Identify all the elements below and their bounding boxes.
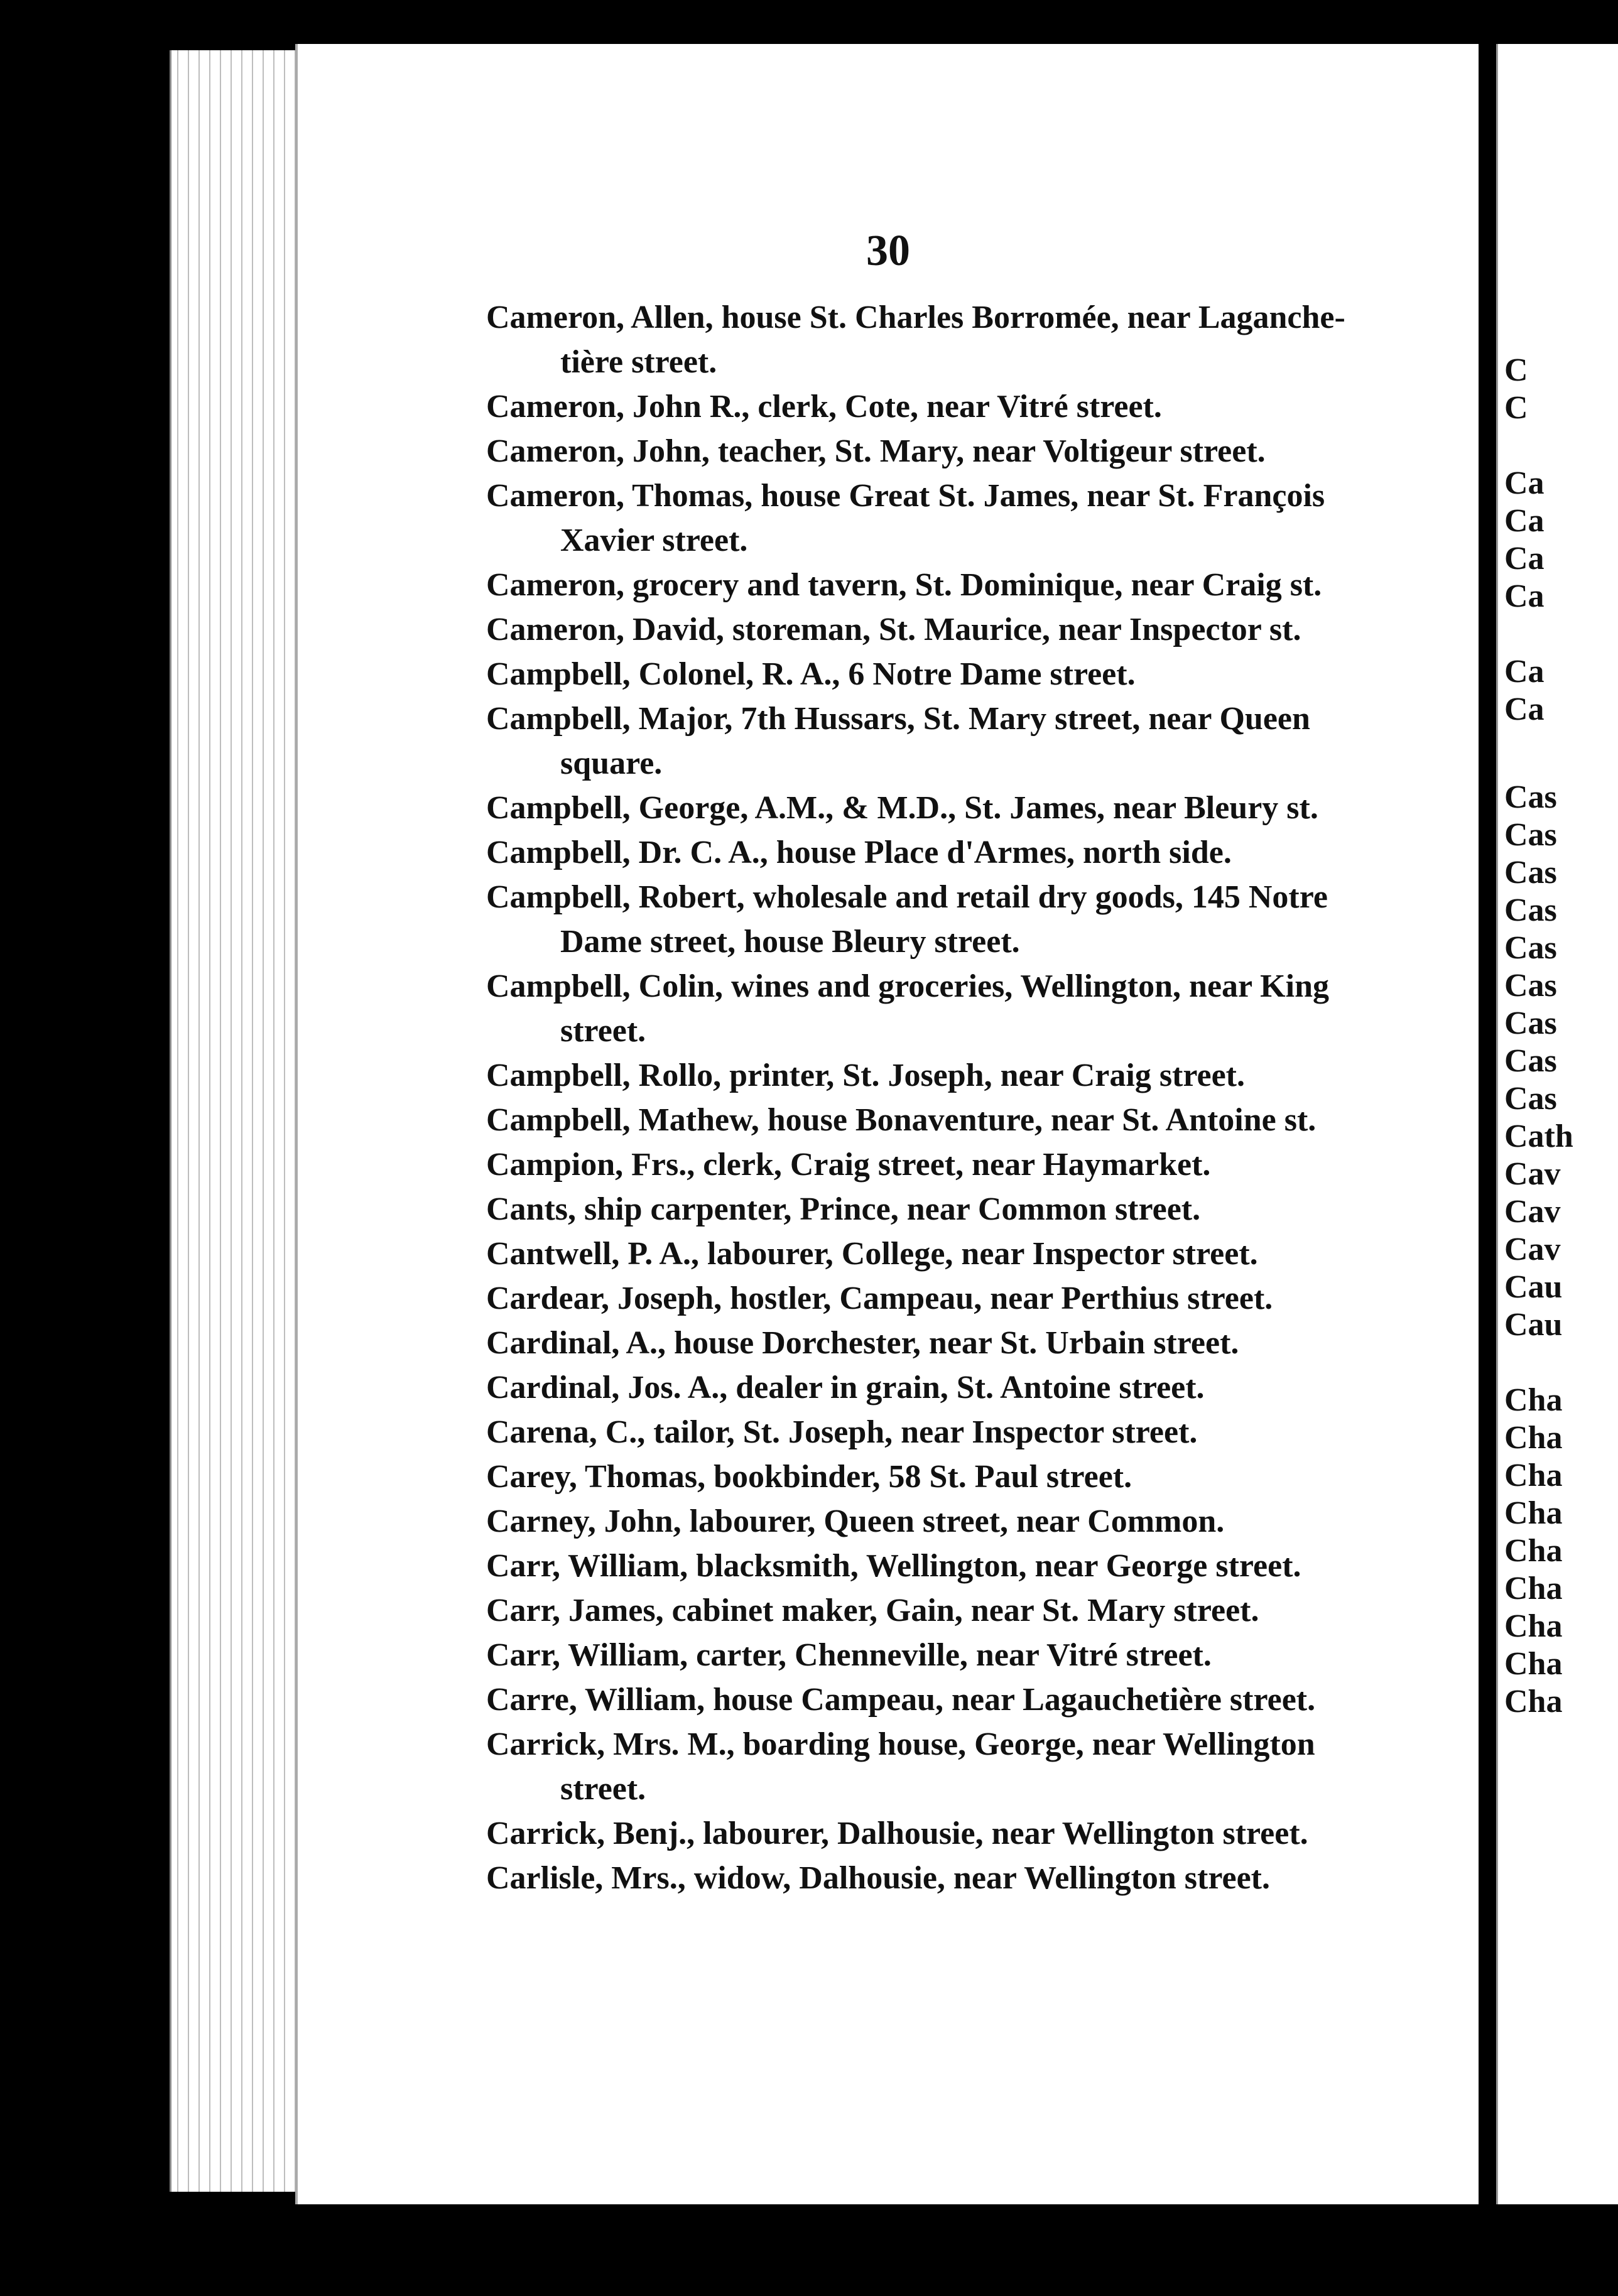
entry-line: Carrick, Benj., labourer, Dalhousie, near Wellington street.	[486, 1816, 1308, 1851]
directory-entry	[486, 1811, 1453, 1856]
directory-entry	[486, 1677, 1453, 1722]
facing-page-line: Cav	[1504, 1232, 1561, 1267]
directory-entry	[486, 696, 1453, 786]
entry-line: Campbell, Dr. C. A., house Place d'Armes, north side.	[486, 835, 1232, 870]
entry-line: Cameron, David, storeman, St. Maurice, near Inspector st.	[486, 612, 1301, 647]
directory-entry	[486, 607, 1453, 652]
entry-line: Campbell, Rollo, printer, St. Joseph, near Craig street.	[486, 1058, 1245, 1093]
directory-entry	[486, 1321, 1453, 1365]
facing-page-line: Cav	[1504, 1156, 1561, 1192]
directory-entry	[486, 1544, 1453, 1588]
directory-entry	[486, 1365, 1453, 1410]
facing-page-line: Cha	[1504, 1533, 1563, 1569]
entry-line: Carlisle, Mrs., widow, Dalhousie, near Wellington street.	[486, 1860, 1270, 1896]
facing-page-line: Cha	[1504, 1458, 1563, 1493]
facing-page-line: Ca	[1504, 691, 1545, 727]
entry-line: Cameron, Thomas, house Great St. James, near St. François	[486, 478, 1325, 514]
directory-entry	[486, 1187, 1453, 1232]
facing-page-line: C	[1504, 390, 1528, 426]
entry-line: Carey, Thomas, bookbinder, 58 St. Paul street.	[486, 1459, 1132, 1495]
directory-entry	[486, 1633, 1453, 1677]
entry-line: Cantwell, P. A., labourer, College, near Inspector street.	[486, 1236, 1258, 1272]
facing-page-line: Cas	[1504, 1043, 1557, 1079]
entry-line: Cants, ship carpenter, Prince, near Common street.	[486, 1191, 1201, 1227]
directory-entry	[486, 295, 1453, 384]
entry-line: Cardinal, Jos. A., dealer in grain, St. Antoine street.	[486, 1370, 1205, 1405]
entry-line: Campion, Frs., clerk, Craig street, near Haymarket.	[486, 1147, 1211, 1183]
entry-continuation: tière street.	[560, 344, 717, 380]
entry-line: Campbell, Colin, wines and groceries, Wellington, near King	[486, 968, 1329, 1004]
entry-line: Carre, William, house Campeau, near Lagauchetière street.	[486, 1682, 1316, 1718]
entry-line: Campbell, George, A.M., & M.D., St. James, near Bleury st.	[486, 790, 1318, 826]
facing-page-line: Cas	[1504, 779, 1557, 815]
entry-line: Carney, John, labourer, Queen street, near Common.	[486, 1503, 1225, 1539]
directory-entry	[486, 474, 1453, 563]
entry-line: Campbell, Mathew, house Bonaventure, near St. Antoine st.	[486, 1102, 1317, 1138]
facing-page-line: Cha	[1504, 1382, 1563, 1418]
directory-entry	[486, 1142, 1453, 1187]
facing-page-line: Ca	[1504, 503, 1545, 539]
facing-page-line: Cha	[1504, 1646, 1563, 1682]
facing-page-line: Cha	[1504, 1608, 1563, 1644]
entry-line: Cameron, John, teacher, St. Mary, near Voltigeur street.	[486, 433, 1266, 469]
directory-entry	[486, 1856, 1453, 1900]
directory-entry	[486, 1454, 1453, 1499]
directory-entry	[486, 1276, 1453, 1321]
entry-continuation: Xavier street.	[560, 523, 748, 558]
entry-line: Cameron, John R., clerk, Cote, near Vitré street.	[486, 389, 1162, 425]
facing-page-fragment	[1496, 44, 1618, 2204]
entry-line: Cameron, Allen, house St. Charles Borromée, near Laganche-	[486, 300, 1345, 335]
directory-entry	[486, 384, 1453, 429]
entry-line: Campbell, Major, 7th Hussars, St. Mary street, near Queen	[486, 701, 1310, 737]
entry-continuation: Dame street, house Bleury street.	[560, 924, 1020, 960]
facing-page-line: Cha	[1504, 1684, 1563, 1719]
entry-line: Cardinal, A., house Dorchester, near St. Urbain street.	[486, 1325, 1239, 1361]
directory-entry	[486, 875, 1453, 964]
facing-page-line: Cau	[1504, 1269, 1563, 1305]
directory-entry	[486, 1232, 1453, 1276]
entry-continuation: street.	[560, 1771, 646, 1807]
entry-line: Cameron, grocery and tavern, St. Dominique, near Craig st.	[486, 567, 1322, 603]
facing-page-line: Cas	[1504, 968, 1557, 1004]
facing-page-line: Cha	[1504, 1495, 1563, 1531]
facing-page-line: Cas	[1504, 855, 1557, 891]
facing-page-line: Cha	[1504, 1571, 1563, 1606]
entry-continuation: square.	[560, 745, 663, 781]
facing-page-line: Cas	[1504, 892, 1557, 928]
entry-line: Cardear, Joseph, hostler, Campeau, near Perthius street.	[486, 1281, 1273, 1316]
directory-entries	[486, 295, 1453, 1900]
entry-line: Campbell, Colonel, R. A., 6 Notre Dame street.	[486, 656, 1136, 692]
book-page-edges	[170, 50, 316, 2192]
facing-page-line: C	[1504, 352, 1528, 388]
entry-continuation: street.	[560, 1013, 646, 1049]
directory-entry	[486, 1588, 1453, 1633]
directory-entry	[486, 1722, 1453, 1811]
directory-entry	[486, 964, 1453, 1053]
facing-page-line: Ca	[1504, 541, 1545, 577]
directory-entry	[486, 786, 1453, 830]
facing-page-line: Ca	[1504, 578, 1545, 614]
facing-page-line: Cas	[1504, 817, 1557, 853]
directory-entry	[486, 1410, 1453, 1454]
directory-entry	[486, 1499, 1453, 1544]
directory-page	[295, 44, 1479, 2204]
entry-line: Carr, James, cabinet maker, Gain, near St. Mary street.	[486, 1593, 1259, 1628]
directory-entry	[486, 1098, 1453, 1142]
entry-line: Campbell, Robert, wholesale and retail dry goods, 145 Notre	[486, 879, 1328, 915]
facing-page-line: Ca	[1504, 465, 1545, 501]
facing-page-line: Cha	[1504, 1420, 1563, 1456]
directory-entry	[486, 563, 1453, 607]
page-number: 30	[866, 227, 910, 275]
directory-entry	[486, 429, 1453, 474]
facing-page-line: Ca	[1504, 654, 1545, 690]
directory-entry	[486, 652, 1453, 696]
facing-page-line: Cas	[1504, 930, 1557, 966]
facing-page-line: Cath	[1504, 1118, 1573, 1154]
directory-entry	[486, 830, 1453, 875]
facing-page-line: Cas	[1504, 1005, 1557, 1041]
entry-line: Carrick, Mrs. M., boarding house, George, near Wellington	[486, 1726, 1315, 1762]
directory-entry	[486, 1053, 1453, 1098]
facing-page-line: Cau	[1504, 1307, 1563, 1343]
entry-line: Carr, William, carter, Chenneville, near Vitré street.	[486, 1637, 1212, 1673]
facing-page-line: Cas	[1504, 1081, 1557, 1117]
entry-line: Carena, C., tailor, St. Joseph, near Inspector street.	[486, 1414, 1198, 1450]
entry-line: Carr, William, blacksmith, Wellington, near George street.	[486, 1548, 1301, 1584]
facing-page-line: Cav	[1504, 1194, 1561, 1230]
